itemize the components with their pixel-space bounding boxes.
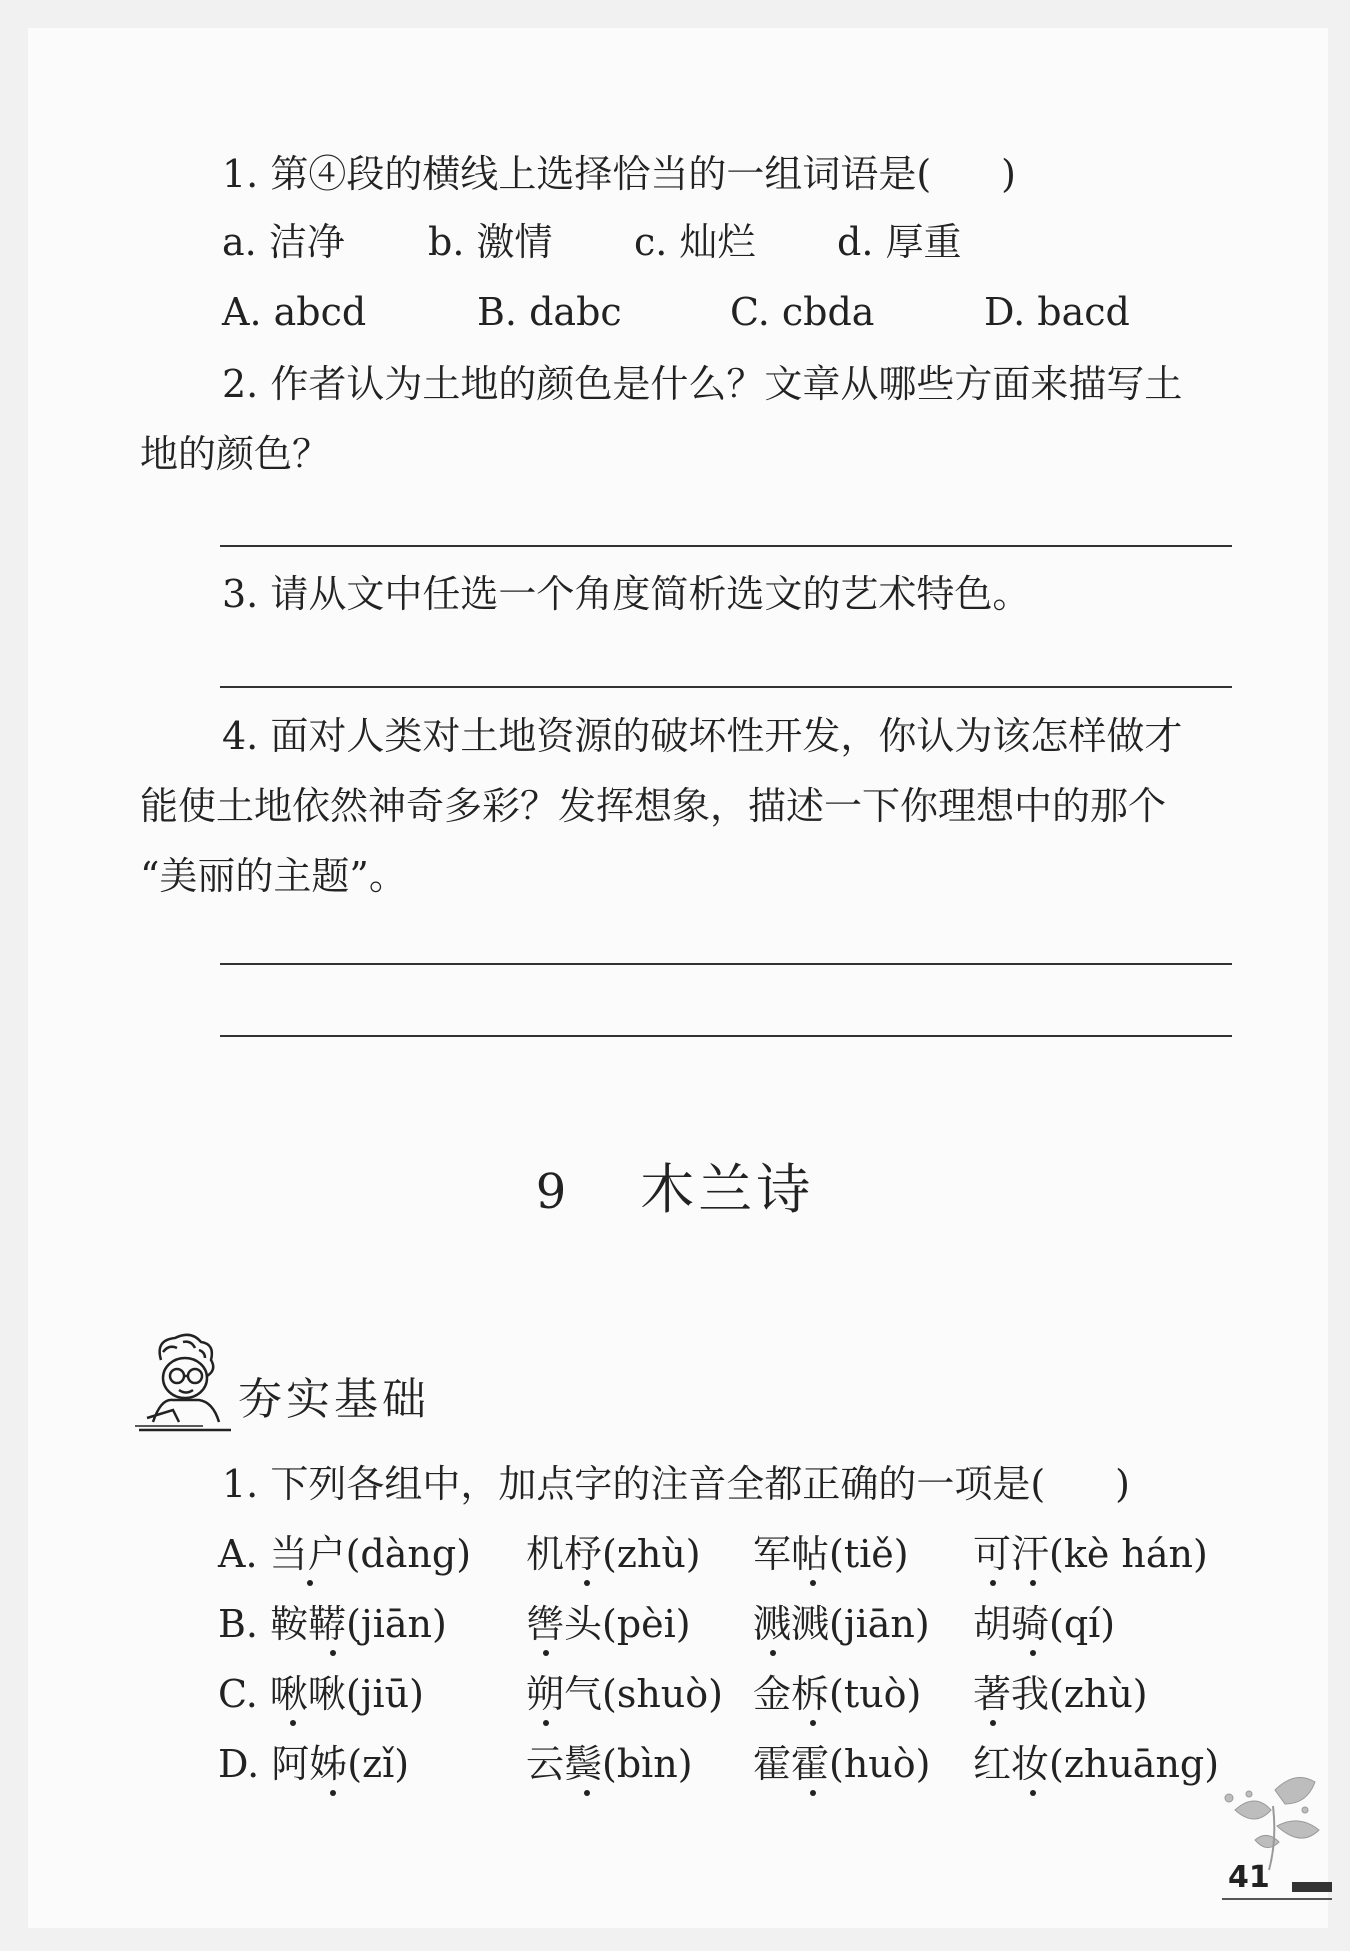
mc1-b-item-4: 胡骑(qí) xyxy=(973,1602,1116,1646)
mc1-d-item-1: D. 阿姊(zǐ) xyxy=(218,1742,410,1786)
emphasis-dot xyxy=(810,1580,816,1586)
q4-line3: “美丽的主题”。 xyxy=(140,854,407,898)
q2-line2: 地的颜色？ xyxy=(140,432,331,476)
q4-answer-line-2[interactable] xyxy=(220,1035,1232,1037)
emphasis-dot xyxy=(543,1720,549,1726)
mc1-d-item-4: 红妆(zhuāng) xyxy=(973,1742,1220,1786)
q1-choice-b[interactable]: B. dabc xyxy=(477,290,622,334)
q2-line1: 2. 作者认为土地的颜色是什么？文章从哪些方面来描写土 xyxy=(222,362,1183,406)
q2-answer-line[interactable] xyxy=(220,545,1232,547)
mc1-stem-line xyxy=(222,1460,1130,1508)
page-number-bar xyxy=(1292,1882,1332,1892)
q1-close-paren: ) xyxy=(1001,152,1016,196)
mc1-a-item-3: 军帖(tiě) xyxy=(753,1532,909,1576)
emphasis-dot xyxy=(584,1580,590,1586)
emphasis-dot xyxy=(1030,1580,1036,1586)
emphasis-dot xyxy=(543,1650,549,1656)
q1-word-b: b. 激情 xyxy=(428,220,553,264)
section-heading: 夯实基础 xyxy=(238,1374,430,1425)
q4-answer-line-1[interactable] xyxy=(220,963,1232,965)
q1-stem-line xyxy=(222,150,1016,198)
mc1-c-item-4: 著我(zhù) xyxy=(973,1672,1148,1716)
mc1-d-item-2: 云鬓(bìn) xyxy=(526,1742,693,1786)
q1-word-c: c. 灿烂 xyxy=(634,220,756,264)
q1-stem: 1. 第④段的横线上选择恰当的一组词语是( xyxy=(222,152,932,196)
q3-answer-line[interactable] xyxy=(220,686,1232,688)
mc1-stem: 1. 下列各组中，加点字的注音全都正确的一项是( xyxy=(222,1462,1046,1506)
q4-line2: 能使土地依然神奇多彩？发挥想象，描述一下你理想中的那个 xyxy=(140,784,1167,828)
emphasis-dot xyxy=(1030,1790,1036,1796)
emphasis-dot xyxy=(1030,1650,1036,1656)
page-number-rule xyxy=(1222,1898,1332,1900)
emphasis-dot xyxy=(810,1720,816,1726)
lesson-title xyxy=(0,1158,1350,1224)
emphasis-dot xyxy=(307,1580,313,1586)
student-mascot-icon xyxy=(133,1330,233,1438)
emphasis-dot xyxy=(990,1580,996,1586)
mc1-close-paren: ) xyxy=(1115,1462,1130,1506)
mc1-a-item-2: 机杼(zhù) xyxy=(526,1532,701,1576)
lesson-name: 木兰诗 xyxy=(640,1158,815,1221)
emphasis-dot xyxy=(810,1790,816,1796)
mc1-c-item-3: 金柝(tuò) xyxy=(753,1672,922,1716)
q1-word-a: a. 洁净 xyxy=(222,220,345,264)
emphasis-dot xyxy=(770,1650,776,1656)
emphasis-dot xyxy=(990,1720,996,1726)
mc1-c-item-1: C. 啾啾(jiū) xyxy=(218,1672,424,1716)
emphasis-dot xyxy=(290,1720,296,1726)
q1-word-d: d. 厚重 xyxy=(837,220,962,264)
emphasis-dot xyxy=(584,1790,590,1796)
mc1-b-item-3: 溅溅(jiān) xyxy=(753,1602,930,1646)
q1-choice-d[interactable]: D. bacd xyxy=(984,290,1130,334)
q3-text: 3. 请从文中任选一个角度简析选文的艺术特色。 xyxy=(222,572,1031,616)
mc1-a-item-1: A. 当户(dàng) xyxy=(218,1532,472,1576)
mc1-d-item-3: 霍霍(huò) xyxy=(753,1742,931,1786)
mc1-c-item-2: 朔气(shuò) xyxy=(526,1672,723,1716)
mc1-b-item-2: 辔头(pèi) xyxy=(526,1602,691,1646)
q4-line1: 4. 面对人类对土地资源的破坏性开发，你认为该怎样做才 xyxy=(222,714,1183,758)
emphasis-dot xyxy=(330,1790,336,1796)
q1-choice-c[interactable]: C. cbda xyxy=(730,290,875,334)
emphasis-dot xyxy=(330,1650,336,1656)
q1-choice-a[interactable]: A. abcd xyxy=(222,290,367,334)
mc1-a-item-4: 可汗(kè hán) xyxy=(973,1532,1208,1576)
lesson-number: 9 xyxy=(535,1164,571,1220)
page-number: 41 xyxy=(1228,1860,1270,1895)
mc1-b-item-1: B. 鞍鞯(jiān) xyxy=(218,1602,447,1646)
